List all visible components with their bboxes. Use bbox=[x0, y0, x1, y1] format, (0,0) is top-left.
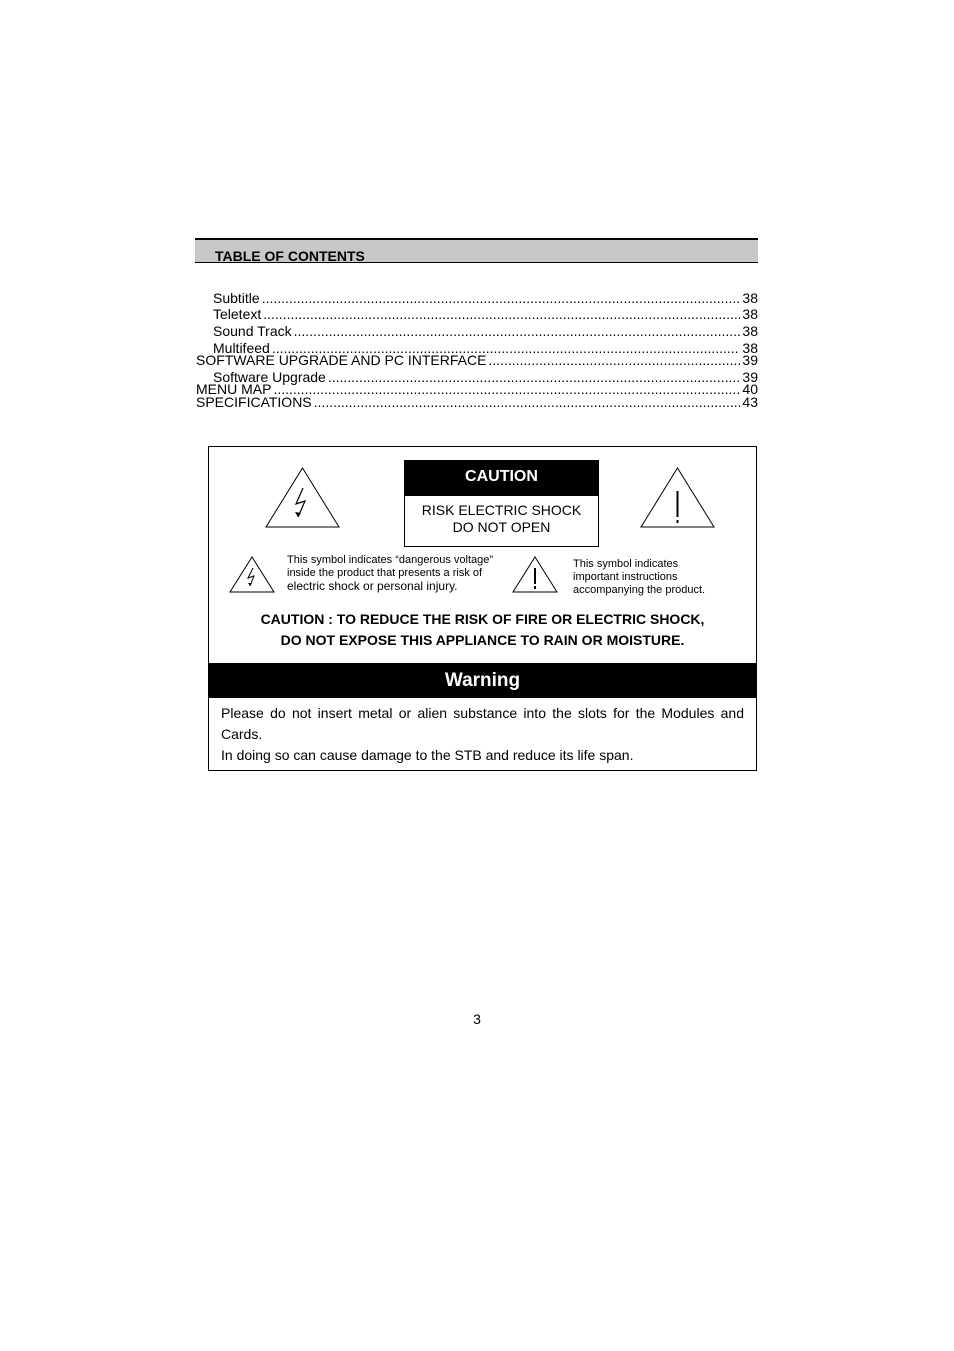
leader-dots bbox=[294, 323, 741, 339]
toc-entry-teletext[interactable] bbox=[213, 306, 758, 322]
caution-label-body bbox=[405, 496, 598, 536]
toc-entry-page: 38 bbox=[742, 290, 758, 306]
leader-dots bbox=[488, 352, 740, 368]
small-exclamation-icon bbox=[512, 556, 558, 593]
instruction-desc-line: important instructions bbox=[573, 571, 678, 583]
toc-entry-page: 39 bbox=[742, 352, 758, 368]
toc-entry-page: 43 bbox=[742, 394, 758, 410]
instruction-desc-line: This symbol indicates bbox=[573, 558, 679, 570]
toc-entry-page: 40 bbox=[742, 381, 758, 397]
toc-entry-page: 39 bbox=[742, 369, 758, 385]
caution-statement-line2: DO NOT EXPOSE THIS APPLIANCE TO RAIN OR MOISTURE. bbox=[280, 632, 685, 648]
toc-entry-sound-track[interactable] bbox=[213, 323, 758, 339]
caution-label-title: CAUTION bbox=[405, 461, 598, 496]
voltage-desc-line: This symbol indicates “dangerous voltage” bbox=[287, 554, 494, 566]
voltage-desc-line: electric shock or personal injury. bbox=[287, 579, 458, 593]
caution-label-line1: RISK ELECTRIC SHOCK bbox=[421, 502, 582, 518]
toc-entry-page: 38 bbox=[742, 340, 758, 356]
toc-entry-specifications[interactable] bbox=[196, 394, 758, 410]
leader-dots bbox=[314, 394, 741, 410]
page-number: 3 bbox=[473, 1011, 481, 1027]
voltage-symbol-description bbox=[287, 554, 493, 593]
caution-statement-line1: CAUTION : TO REDUCE THE RISK OF FIRE OR ELECTRIC SHOCK, bbox=[260, 611, 705, 627]
leader-dots bbox=[262, 290, 741, 306]
toc-entry-label: SOFTWARE UPGRADE AND PC INTERFACE bbox=[196, 352, 487, 368]
instruction-symbol-description bbox=[573, 558, 705, 597]
toc-entry-page: 38 bbox=[742, 323, 758, 339]
exclamation-warning-icon bbox=[640, 467, 715, 528]
warning-text bbox=[221, 703, 744, 766]
instruction-desc-line: accompanying the product. bbox=[573, 584, 706, 596]
toc-entry-label: Sound Track bbox=[213, 323, 292, 339]
toc-entry-subtitle[interactable] bbox=[213, 290, 758, 306]
toc-header bbox=[195, 238, 758, 263]
warning-title: Warning bbox=[209, 663, 756, 698]
toc-entry-software-upgrade-pc-interface[interactable] bbox=[196, 352, 758, 368]
toc-entry-label: Multifeed bbox=[213, 340, 270, 356]
toc-entry-label: MENU MAP bbox=[196, 381, 272, 397]
small-electric-shock-icon bbox=[229, 556, 275, 593]
toc-entry-label: Subtitle bbox=[213, 290, 260, 306]
toc-entry-label: Software Upgrade bbox=[213, 369, 326, 385]
caution-label-line2: DO NOT OPEN bbox=[452, 519, 551, 535]
toc-entry-page: 38 bbox=[742, 306, 758, 322]
warning-paragraph: Please do not insert metal or alien substance into the slots for the Modules and Cards. bbox=[221, 705, 744, 742]
voltage-desc-line: inside the product that presents a risk of bbox=[287, 567, 483, 579]
warning-paragraph: In doing so can cause damage to the STB and reduce its life span. bbox=[221, 747, 634, 763]
electric-shock-warning-icon bbox=[265, 467, 340, 528]
toc-entry-label: Teletext bbox=[213, 306, 262, 322]
caution-label bbox=[404, 460, 599, 547]
toc-heading: TABLE OF CONTENTS bbox=[215, 248, 365, 264]
toc-entry-label: SPECIFICATIONS bbox=[196, 394, 312, 410]
leader-dots bbox=[263, 306, 740, 322]
